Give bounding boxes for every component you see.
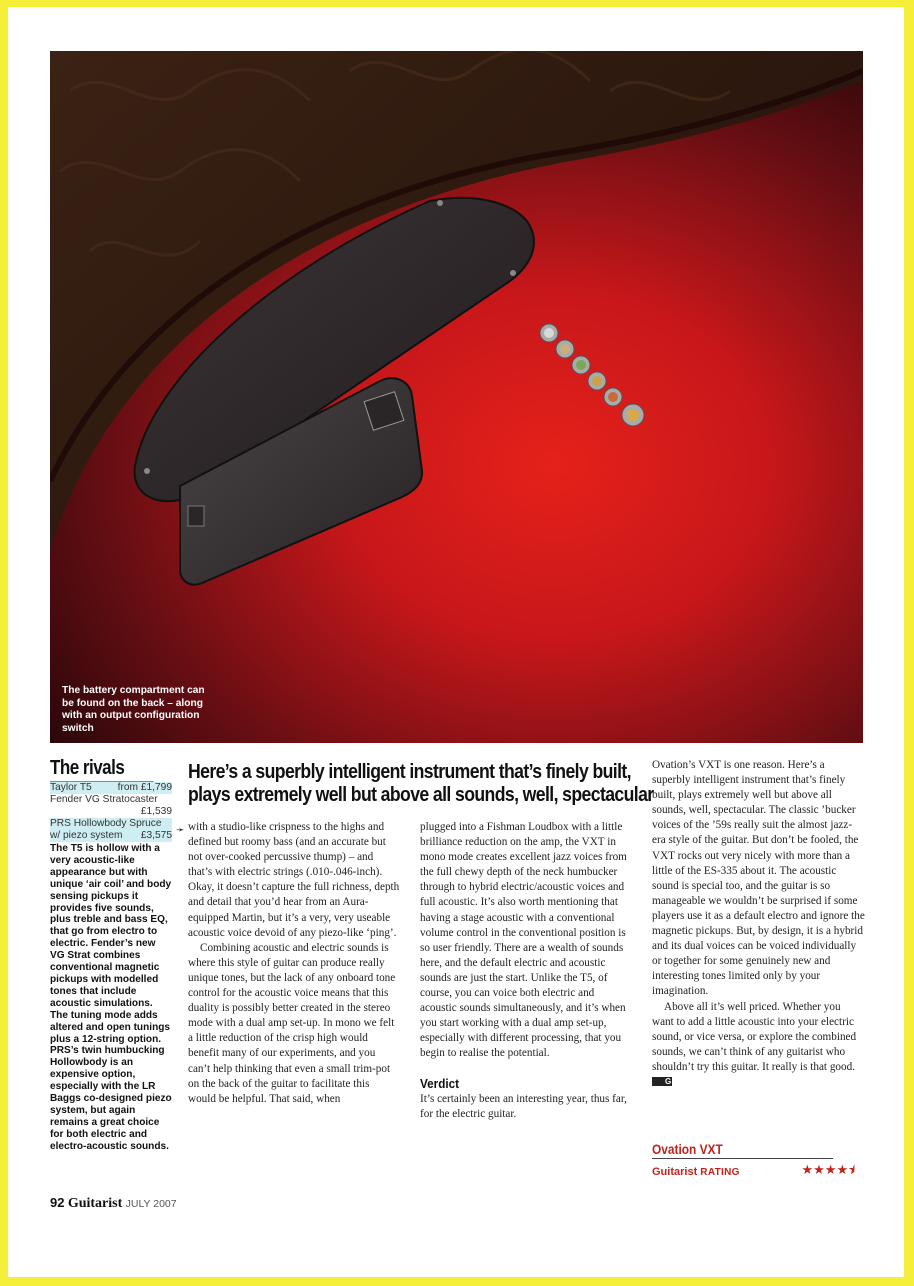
- star-icon: ★: [801, 1163, 814, 1178]
- article-headline: [188, 760, 654, 806]
- rivals-sidebar: [50, 757, 172, 1153]
- page-footer: [50, 1195, 177, 1212]
- rating-label: [652, 1166, 740, 1178]
- paragraph: with a studio-like crispness to the highs and defined but roomy bass (and an accurate but not over-cooked percussive thump) – and that’s with electric strings (.010-.046-inch). Okay, it doesn’t capture the full richness, depth and detail that you’d hear from an Aura-equipped Martin, but it’s a very, very useable acoustic voice devoid of any piezo-like ‘ping’.: [188, 821, 400, 939]
- guitar-illustration: [50, 51, 863, 743]
- arrow-icon: ➛: [176, 825, 185, 836]
- star-icon: ★: [813, 1163, 825, 1178]
- issue-date: JULY 2007: [125, 1198, 177, 1210]
- body-column-3: [652, 758, 865, 1090]
- guitar-back-photo: [50, 51, 863, 743]
- body-column-2: [420, 820, 632, 1122]
- star-rating: [801, 1161, 855, 1183]
- rival-item-fender: [50, 794, 172, 818]
- rivals-heading: The rivals: [50, 757, 154, 782]
- rival-name: Taylor T5: [50, 782, 92, 793]
- paragraph-text: Above all it’s well priced. Whether you want to add a little acoustic into your electric sound, or vice versa, or explore the combined sounds, we can’t think of any guitarist who shouldn’t try this guitar. It really is that good.: [652, 1000, 857, 1073]
- magazine-page: [8, 7, 904, 1277]
- rival-price: £1,539: [140, 806, 172, 817]
- headline-line-1: Here’s a superbly intelligent instrument that’s finely built,: [188, 760, 631, 783]
- rival-name: PRS Hollowbody Spruce: [50, 818, 162, 829]
- star-icon: ★: [836, 1163, 849, 1178]
- rating-box: [652, 1141, 865, 1183]
- paragraph: [652, 1000, 865, 1091]
- end-mark-icon: G: [652, 1077, 672, 1086]
- rival-name: Fender VG Stratocaster: [50, 794, 158, 805]
- half-star-icon: ⯨: [848, 1163, 855, 1178]
- rival-item-taylor: [50, 782, 172, 794]
- rival-price: £3,575: [140, 830, 172, 841]
- body-column-1: [188, 820, 400, 1107]
- headline-line-2: plays extremely well but above all sounds, well, spectacular: [188, 783, 654, 806]
- verdict-heading: Verdict: [420, 1075, 460, 1091]
- paragraph: Ovation’s VXT is one reason. Here’s a superbly intelligent instrument that’s finely built, plays extremely well but above all sounds, well, spectacular. The classic ’bucker voices of the ’59s really suit the almost jazz-era style of the guitar. But don’t be fooled, the VXT rocks out very nicely with more than a little of the ES-335 about it. The acoustic sound is special too, and the guitar is so manageable we wouldn’t be surprised if some players use it as a default electro and ignore the magnetic pickups. But, by design, it is a hybrid and its dual voices can be voiced individually or together for some genuinely new and interesting tones limited only by your imagination.: [652, 759, 865, 998]
- photo-caption: The battery compartment can be found on the back – along with an output configuration switch: [62, 685, 205, 734]
- rating-title: Ovation VXT: [652, 1141, 833, 1159]
- rating-label-mag: Guitarist: [652, 1166, 698, 1178]
- page-number: 92: [50, 1195, 65, 1210]
- rating-label-word: RATING: [700, 1167, 740, 1178]
- rival-price: from £1,799: [117, 782, 172, 793]
- paragraph: It’s certainly been an interesting year, thus far, for the electric guitar.: [420, 1092, 627, 1120]
- rivals-text: The T5 is hollow with a very acoustic-like appearance but with unique ‘air coil’ and body sensing pickups it provides five sounds, plus treble and bass EQ, that go from electro to electric. Fender’s new VG Strat combines conventional magnetic pickups with modelled tones that include acoustic simulations. The tuning mode adds altered and open tunings plus a 12-string option. PRS’s twin humbucking Hollowbody is an expensive option, especially with the LR Baggs co-designed piezo system, but again remains a great choice for both electric and electro-acoustic sounds.: [50, 843, 172, 1152]
- star-icon: ★: [824, 1163, 837, 1178]
- paragraph: plugged into a Fishman Loudbox with a little brilliance reduction on the amp, the VXT in mono mode creates excellent jazz voices from the full chewy depth of the neck humbucker through to hybrid electric/acoustic voices and full acoustic. It’s also worth mentioning that having a stage acoustic with a conventional volume control in the conventional position is so user friendly. There are a wealth of sounds here, and the default electric and acoustic sounds are just the start. Unlike the T5, of course, you can voice both electric and acoustic sounds simultaneously, and it’s when you start working with a dual amp set-up, especially with different processing, that you begin to realise the potential.: [420, 821, 627, 1060]
- rival-name-2: w/ piezo system: [50, 830, 123, 841]
- rival-item-prs: [50, 818, 172, 842]
- magazine-name: Guitarist: [67, 1196, 123, 1211]
- paragraph: Combining acoustic and electric sounds is where this style of guitar can produce really unique tones, but the lack of any onboard tone control for the acoustic voice means that this duality is possibly better created in the stereo mode with a dual amp set-up. In mono we felt a little reduction of the crisp high would benefit many of our experiments, and you can’t help thinking that even a small trim-pot on the back of the guitar to facilitate this would be helpful. That said, when: [188, 941, 396, 1105]
